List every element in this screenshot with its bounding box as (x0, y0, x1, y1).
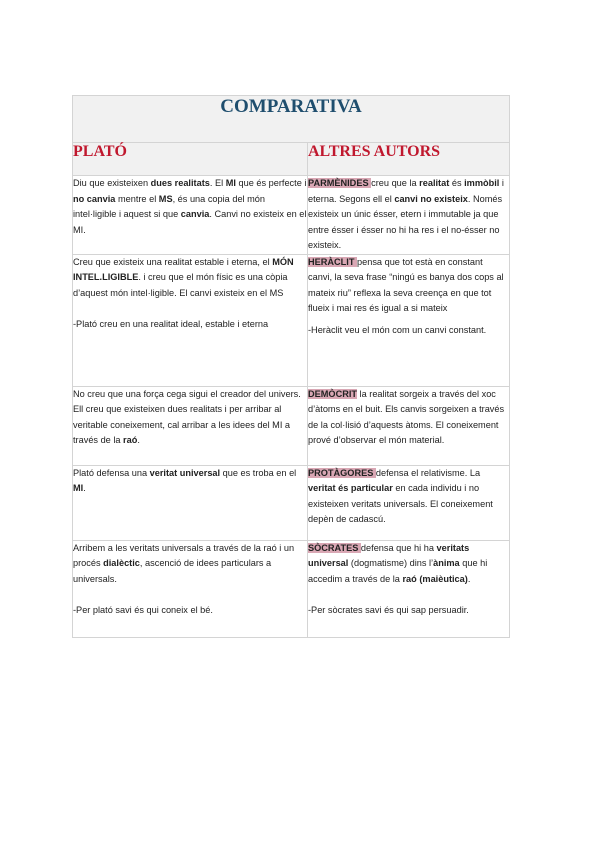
author-name-socrates: SÒCRATES (308, 542, 361, 553)
cell-author-2: HERÀCLIT pensa que tot està en constant canvi, la seva frase “ningú es banya dos cops al mateix riu” reflexa la seva creença en que tot flueix i mai res és igual a si mateix -Heràclit veu el món com un canvi constant. (308, 254, 510, 386)
table-title: COMPARATIVA (73, 96, 510, 143)
cell-author-1: PARMÈNIDES creu que la realitat és immòbil i eterna. Segons ell el canvi no existeix. Només existeix un únic ésser, etern i immutable ja que entre ésser i ésser no hi ha res i el no-ésser no existeix. (308, 176, 510, 255)
table-row (73, 254, 510, 386)
cell-plato-5: Arribem a les veritats universals a través de la raó i un procés dialèctic, ascenció de idees particulars a universals. -Per plató savi és qui coneix el bé. (73, 540, 308, 637)
comparison-table (72, 95, 510, 638)
note-author-5: -Per sòcrates savi és qui sap persuadir. (308, 605, 469, 615)
table-row (73, 540, 510, 637)
author-name-heraclit: HERÀCLIT (308, 256, 357, 267)
table-row (73, 176, 510, 255)
author-name-democrit: DEMÒCRIT (308, 388, 357, 399)
header-plato: PLATÓ (73, 143, 308, 176)
author-name-protagores: PROTÀGORES (308, 467, 376, 478)
cell-plato-4: Plató defensa una veritat universal que es troba en el MI. (73, 465, 308, 540)
cell-plato-2: Creu que existeix una realitat estable i eterna, el MÓN INTEL.LIGIBLE. i creu que el món físic es una còpia d’aquest món intel·ligible. El canvi existeix en el MS -Plató creu en una realitat ideal, estable i eterna (73, 254, 308, 386)
cell-author-3: DEMÒCRIT la realitat sorgeix a través del xoc d’àtoms en el buit. Els canvis sorgeixen a través de la col·lisió d’aquests àtoms. El coneixement prové d’observar el món material. (308, 386, 510, 465)
author-name-parmenides: PARMÈNIDES (308, 178, 372, 188)
note-author-2: -Heràclit veu el món com un canvi constant. (308, 324, 487, 335)
note-plato-5: -Per plató savi és qui coneix el bé. (73, 605, 213, 615)
header-altres-autors: ALTRES AUTORS (308, 143, 510, 176)
cell-plato-1: Diu que existeixen dues realitats. El MI que és perfecte i no canvia mentre el MS, és una copia del món intel·ligible i aquest si que canvia. Canvi no existeix en el MI. (73, 176, 308, 255)
cell-plato-3: No creu que una força cega sigui el creador del univers. Ell creu que existeixen dues realitats i per arribar al veritable coneixement, cal arribar a les idees del MI a través de la raó. (73, 386, 308, 465)
cell-author-4: PROTÀGORES defensa el relativisme. La veritat és particular en cada individu i no existeixen veritats universals. El coneixement depèn de cadascú. (308, 465, 510, 540)
table-row (73, 386, 510, 465)
cell-author-5: SÒCRATES defensa que hi ha veritats universal (dogmatisme) dins l’ànima que hi accedim a través de la raó (maièutica). -Per sòcrates savi és qui sap persuadir. (308, 540, 510, 637)
table-row (73, 465, 510, 540)
note-plato-2: -Plató creu en una realitat ideal, estable i eterna (73, 319, 269, 329)
